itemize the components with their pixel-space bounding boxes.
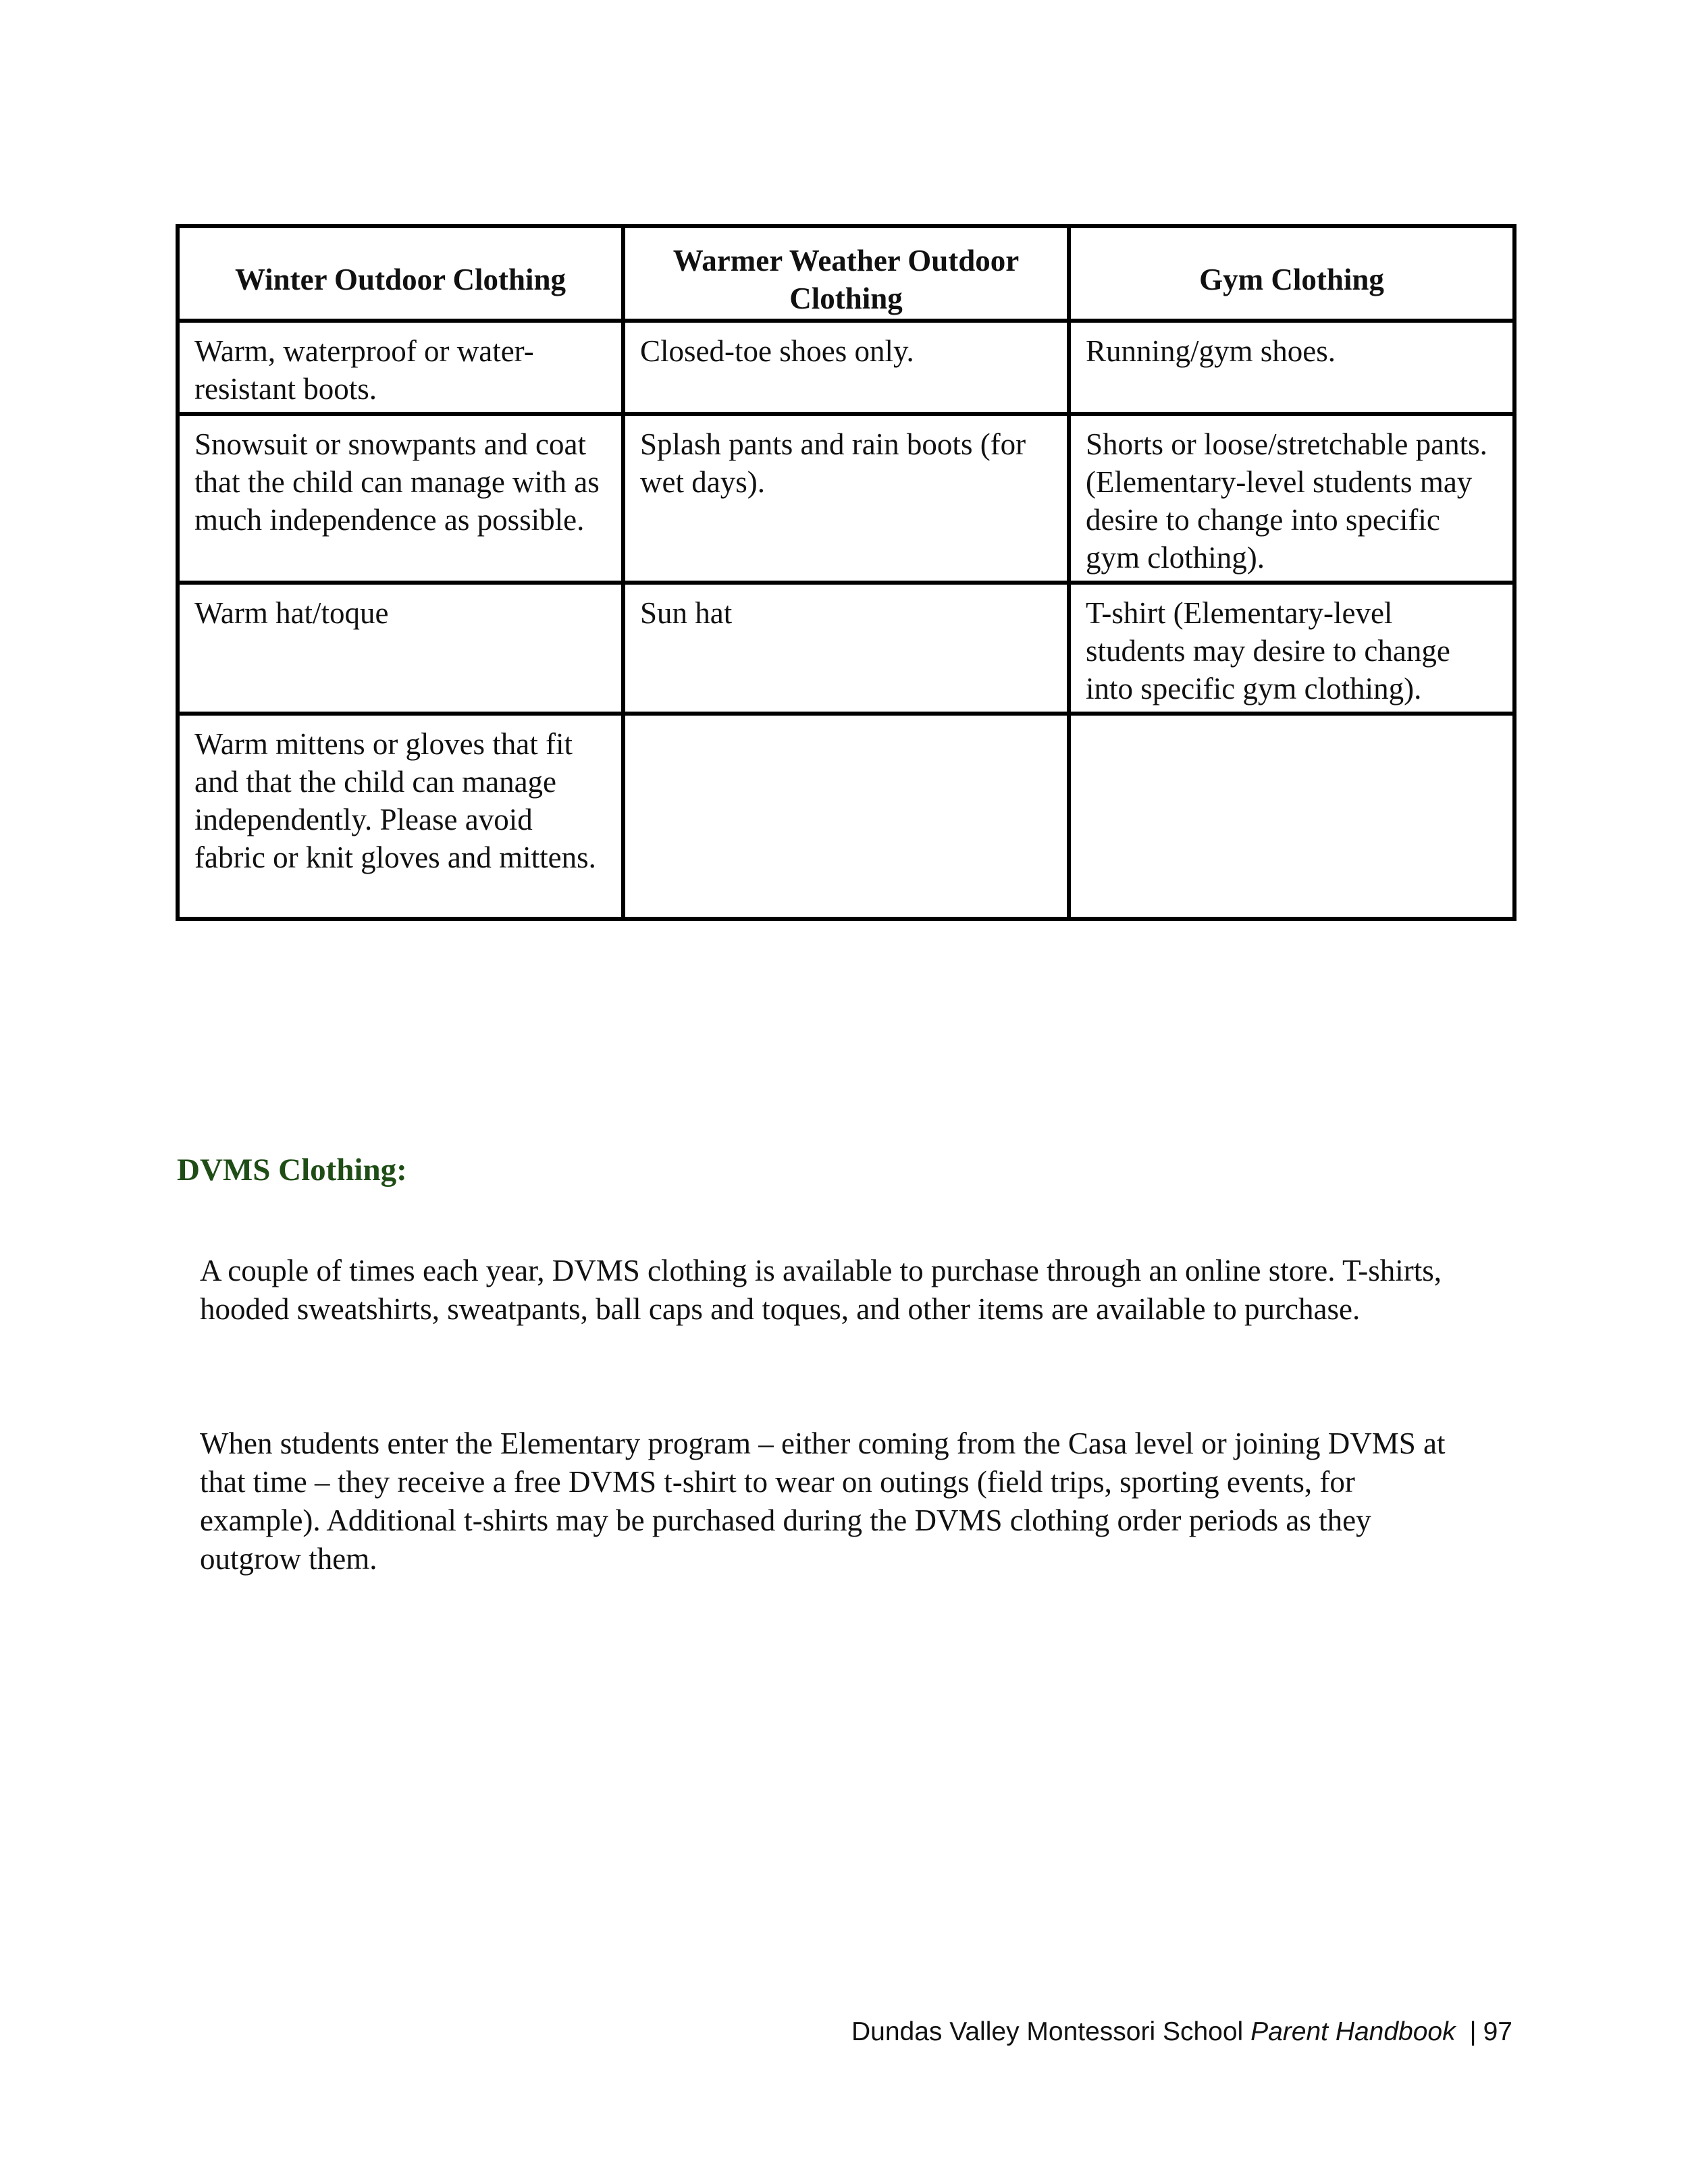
paragraph-online-store: A couple of times each year, DVMS clothing is available to purchase through an online store. T-shirts, hooded sweatshirts, sweatpants, ball caps and toques, and other items are available to purchase. [200,1254,1442,1326]
footer-separator: | [1469,2017,1477,2046]
table-header-row [178,226,1514,321]
header-warmer-weather-outdoor: Warmer Weather Outdoor Clothing [623,226,1069,321]
table-row [178,414,1514,583]
table-cell: Warm, waterproof or water-resistant boots. [178,321,623,414]
footer-document-title: Parent Handbook [1250,2017,1456,2046]
table-row [178,714,1514,919]
page-footer [851,2017,1512,2047]
section-heading: DVMS Clothing: [177,1152,407,1188]
header-gym: Gym Clothing [1069,226,1514,321]
clothing-table [176,224,1516,921]
table-cell: Running/gym shoes. [1069,321,1514,414]
table-cell: Warm hat/toque [178,583,623,714]
table-cell-empty [623,714,1069,919]
header-winter-outdoor: Winter Outdoor Clothing [178,226,623,321]
table-row [178,321,1514,414]
table-cell-empty [1069,714,1514,919]
table-cell: T-shirt (Elementary-level students may desire to change into specific gym clothing). [1069,583,1514,714]
page-number: 97 [1483,2017,1512,2046]
table-cell: Closed-toe shoes only. [623,321,1069,414]
footer-school-name: Dundas Valley Montessori School [851,2017,1244,2046]
table-cell: Snowsuit or snowpants and coat that the child can manage with as much independence as possible. [178,414,623,583]
table-cell: Warm mittens or gloves that fit and that the child can manage independently. Please avoid fabric or knit gloves and mittens. [178,714,623,919]
table-cell: Sun hat [623,583,1069,714]
table-cell: Shorts or loose/stretchable pants. (Elementary-level students may desire to change into specific gym clothing). [1069,414,1514,583]
paragraph-elementary-tshirt: When students enter the Elementary program – either coming from the Casa level or joining DVMS at that time – they receive a free DVMS t-shirt to wear on outings (field trips, sporting events, for example). Additional t-shirts may be purchased during the DVMS clothing order periods as they outgrow them. [200,1427,1446,1576]
table-cell: Splash pants and rain boots (for wet days). [623,414,1069,583]
table-row [178,583,1514,714]
